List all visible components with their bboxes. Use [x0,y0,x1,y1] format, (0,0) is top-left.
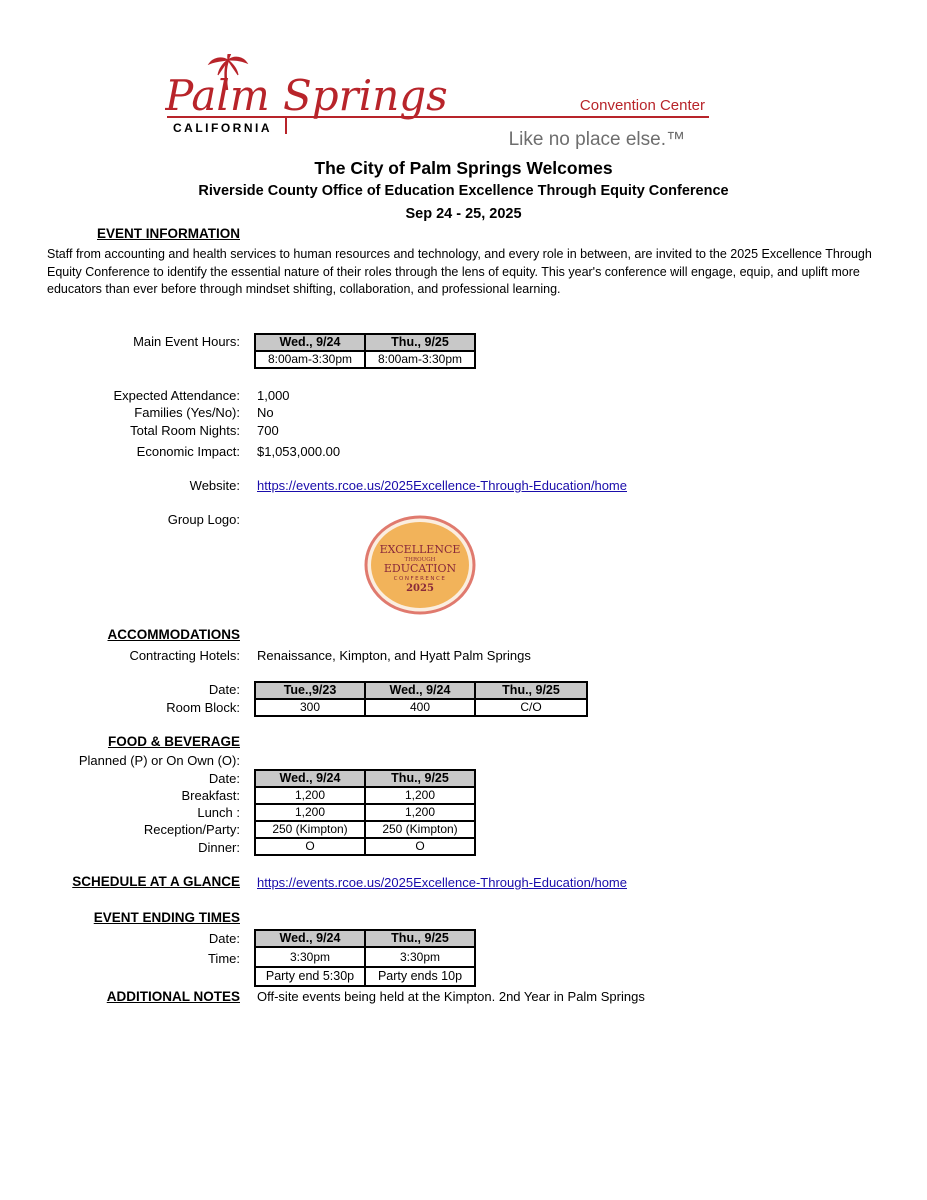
food-date-label: Date: [208,771,240,786]
logo-script: Palm Springs [165,71,448,120]
ending-time-label: Time: [207,951,240,966]
dinner-label: Dinner: [198,840,240,855]
main-hours-table [254,333,476,369]
economic-impact-value: $1,053,000.00 [257,444,341,459]
hours-day: Wed., 9/24 [255,334,365,351]
attendance-label: Expected Attendance: [113,388,240,403]
room-nights-label: Total Room Nights: [130,423,240,438]
website-label: Website: [189,478,240,493]
food-date: Thu., 9/25 [365,770,475,787]
schedule-link[interactable]: https://events.rcoe.us/2025Excellence-Through-Education/home [257,875,627,890]
ending-note: Party ends 10p [365,967,475,986]
hotels-label: Contracting Hotels: [129,648,240,663]
group-logo-line5: 2025 [406,583,434,594]
economic-impact-label: Economic Impact: [136,444,240,459]
planned-label: Planned (P) or On Own (O): [78,753,240,768]
additional-notes-heading: ADDITIONAL NOTES [106,989,240,1004]
accom-date: Thu., 9/25 [475,682,587,699]
event-description: Staff from accounting and health services to human resources and technology, and every role in between, are invited to the 2025 Excellence Through Equity Conference to identify the essential nature of their roles through the lens of equity. This year's conference will engage, equip, and uplift more educators than ever before through mindset shifting, collaboration, and professional learning. [47,247,872,296]
main-hours-label: Main Event Hours: [133,334,240,349]
food-beverage-heading: FOOD & BEVERAGE [107,734,240,749]
group-logo-line3: EDUCATION [383,562,457,575]
attendance-value: 1,000 [257,388,290,403]
logo-venue: Convention Center [579,97,705,114]
accom-date-label: Date: [208,682,240,697]
families-value: No [257,405,274,420]
ending-times-heading: EVENT ENDING TIMES [93,910,240,925]
food-cell: O [365,838,475,855]
room-block-label: Room Block: [166,700,240,715]
group-logo-line4: CONFERENCE [393,576,447,582]
schedule-heading: SCHEDULE AT A GLANCE [72,874,240,889]
welcome-title: The City of Palm Springs Welcomes [314,158,613,178]
hotels-value: Renaissance, Kimpton, and Hyatt Palm Springs [257,648,531,663]
ending-note: Party end 5:30p [255,967,365,986]
ending-time: 3:30pm [255,947,365,967]
families-label: Families (Yes/No): [134,405,240,420]
hours-day: Thu., 9/25 [365,334,475,351]
event-information-heading: EVENT INFORMATION [97,226,240,241]
food-cell: 1,200 [365,804,475,821]
accom-date: Wed., 9/24 [365,682,475,699]
ending-times-table [254,929,476,987]
ending-date: Thu., 9/25 [365,930,475,947]
group-logo-line1: EXCELLENCE [379,543,461,556]
room-block-table [254,681,588,717]
palm-springs-logo [165,54,715,154]
room-block-value: 400 [365,699,475,716]
logo-state: CALIFORNIA [173,121,272,135]
reception-label: Reception/Party: [143,822,240,837]
food-cell: 250 (Kimpton) [255,821,365,838]
food-cell: 1,200 [255,787,365,804]
food-table [254,769,476,856]
accom-date: Tue.,9/23 [255,682,365,699]
hours-time: 8:00am-3:30pm [255,351,365,368]
room-nights-value: 700 [257,423,279,438]
accommodations-heading: ACCOMMODATIONS [107,627,240,642]
group-logo-label: Group Logo: [167,512,240,527]
food-date: Wed., 9/24 [255,770,365,787]
website-link[interactable]: https://events.rcoe.us/2025Excellence-Through-Education/home [257,478,627,493]
ending-time: 3:30pm [365,947,475,967]
event-name: Riverside County Office of Education Excellence Through Equity Conference [198,183,729,199]
breakfast-label: Breakfast: [181,788,240,803]
logo-tagline: Like no place else.™ [508,129,685,150]
room-block-value: C/O [475,699,587,716]
ending-date-label: Date: [208,931,240,946]
group-logo [364,515,477,615]
food-cell: 250 (Kimpton) [365,821,475,838]
hours-time: 8:00am-3:30pm [365,351,475,368]
food-cell: 1,200 [365,787,475,804]
additional-notes-text: Off-site events being held at the Kimpton. 2nd Year in Palm Springs [257,989,645,1004]
ending-date: Wed., 9/24 [255,930,365,947]
event-dates: Sep 24 - 25, 2025 [405,206,522,222]
food-cell: O [255,838,365,855]
room-block-value: 300 [255,699,365,716]
lunch-label: Lunch : [197,805,240,820]
food-cell: 1,200 [255,804,365,821]
group-logo-line2: THROUGH [404,557,436,563]
